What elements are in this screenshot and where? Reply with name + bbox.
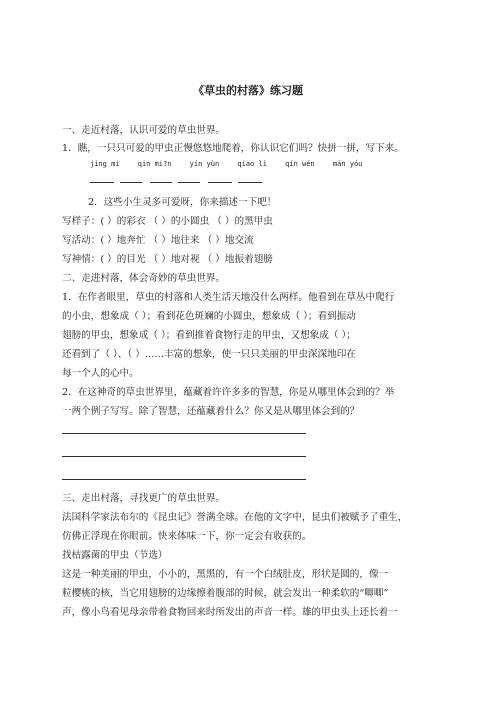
- section2-question-line: 一两个例子写写。除了智慧，还蕴藏着什么？你又是从哪里体会到的？: [62, 406, 360, 417]
- answer-blank[interactable]: [150, 182, 172, 183]
- section2-paragraph-line: 翅膀的甲虫，想象成（ ）；看到推着食物行走的甲虫，又想象成（ ）；: [62, 330, 356, 341]
- section1-question2: 2．这些小生灵多可爱呀，你来描述一下吧！: [88, 197, 277, 208]
- page-title: 《草虫的村落》练习题: [193, 84, 303, 97]
- answer-line[interactable]: [62, 456, 306, 457]
- answer-line[interactable]: [62, 479, 306, 480]
- section2-paragraph-line: 的小虫，想象成（ ）；看到花色斑斓的小圆虫，想象成（ ）；看到振动: [62, 311, 356, 322]
- pinyin-item: qín wén: [285, 160, 315, 168]
- pinyin-row: [90, 160, 376, 168]
- section3-intro-line: 仿佛正浮现在你眼前。快来体味一下，你一定会有收获的。: [62, 531, 312, 542]
- section3-heading: 三、走出村落，寻找更广的草虫世界。: [62, 493, 226, 504]
- describe-line: 写样子：( ）的彩衣 （ ）的小圆虫 （ ）的黑甲虫: [62, 216, 273, 227]
- pinyin-item: yín yùn: [189, 160, 220, 168]
- pinyin-item: qiao lì: [237, 160, 267, 168]
- answer-line[interactable]: [62, 433, 306, 434]
- section2-paragraph-line: 1．在作者眼里，草虫的村落和人类生活天地没什么两样。他看到在草丛中爬行: [62, 292, 395, 303]
- section2-question-line: 2．在这神奇的草虫世界里，蕴藏着许许多多的智慧，你是从哪里体会到的？举: [62, 387, 395, 398]
- excerpt-line: 粒樱桃的核，当它用翅膀的边缘擦着腹部的时候，就会发出一种柔软的“唧唧”: [62, 588, 389, 599]
- pinyin-item: mán yóu: [332, 160, 363, 168]
- section2-paragraph-line: 每一个人的心中。: [62, 368, 139, 379]
- answer-blank[interactable]: [238, 182, 262, 183]
- excerpt-line: 声，像小鸟看见母亲带着食物回来时所发出的声音一样。雄的甲虫头上还长着一: [62, 607, 398, 618]
- section2-paragraph-line: 还看到了（ ）、（ ）……丰富的想象，使一只只美丽的甲虫深深地印在: [62, 349, 356, 360]
- excerpt-title: 找枯露菌的甲虫（节选）: [62, 550, 168, 561]
- describe-line: 写活动：( ）地奔忙 （ ）地往来 （ ）地交流: [62, 235, 254, 246]
- section2-heading: 二、走进村落，体会奇妙的草虫世界。: [62, 273, 226, 284]
- pinyin-item: jing mi: [90, 160, 120, 168]
- excerpt-line: 这是一种美丽的甲虫，小小的，黑黑的，有一个白绒肚皮，形状是圆的，像一: [62, 569, 389, 580]
- section1-heading: 一、走近村落，认识可爱的草虫世界。: [62, 125, 226, 136]
- pinyin-item: qin mi?n: [137, 160, 172, 168]
- answer-blank[interactable]: [90, 182, 114, 183]
- answer-blank[interactable]: [178, 182, 200, 183]
- section3-intro-line: 法国科学家法布尔的《昆虫记》誉满全球。在他的文字中，昆虫们被赋予了重生，: [62, 512, 408, 523]
- section1-question1: 1．瞧，一只只可爱的甲虫正慢悠悠地爬着，你认识它们吗？快拼一拼，写下来。: [62, 143, 404, 154]
- answer-blank[interactable]: [120, 182, 142, 183]
- answer-blank[interactable]: [208, 182, 232, 183]
- describe-line: 写神情：( ）的目光 （ ）地对视 （ ）地振着翅膀: [62, 254, 273, 265]
